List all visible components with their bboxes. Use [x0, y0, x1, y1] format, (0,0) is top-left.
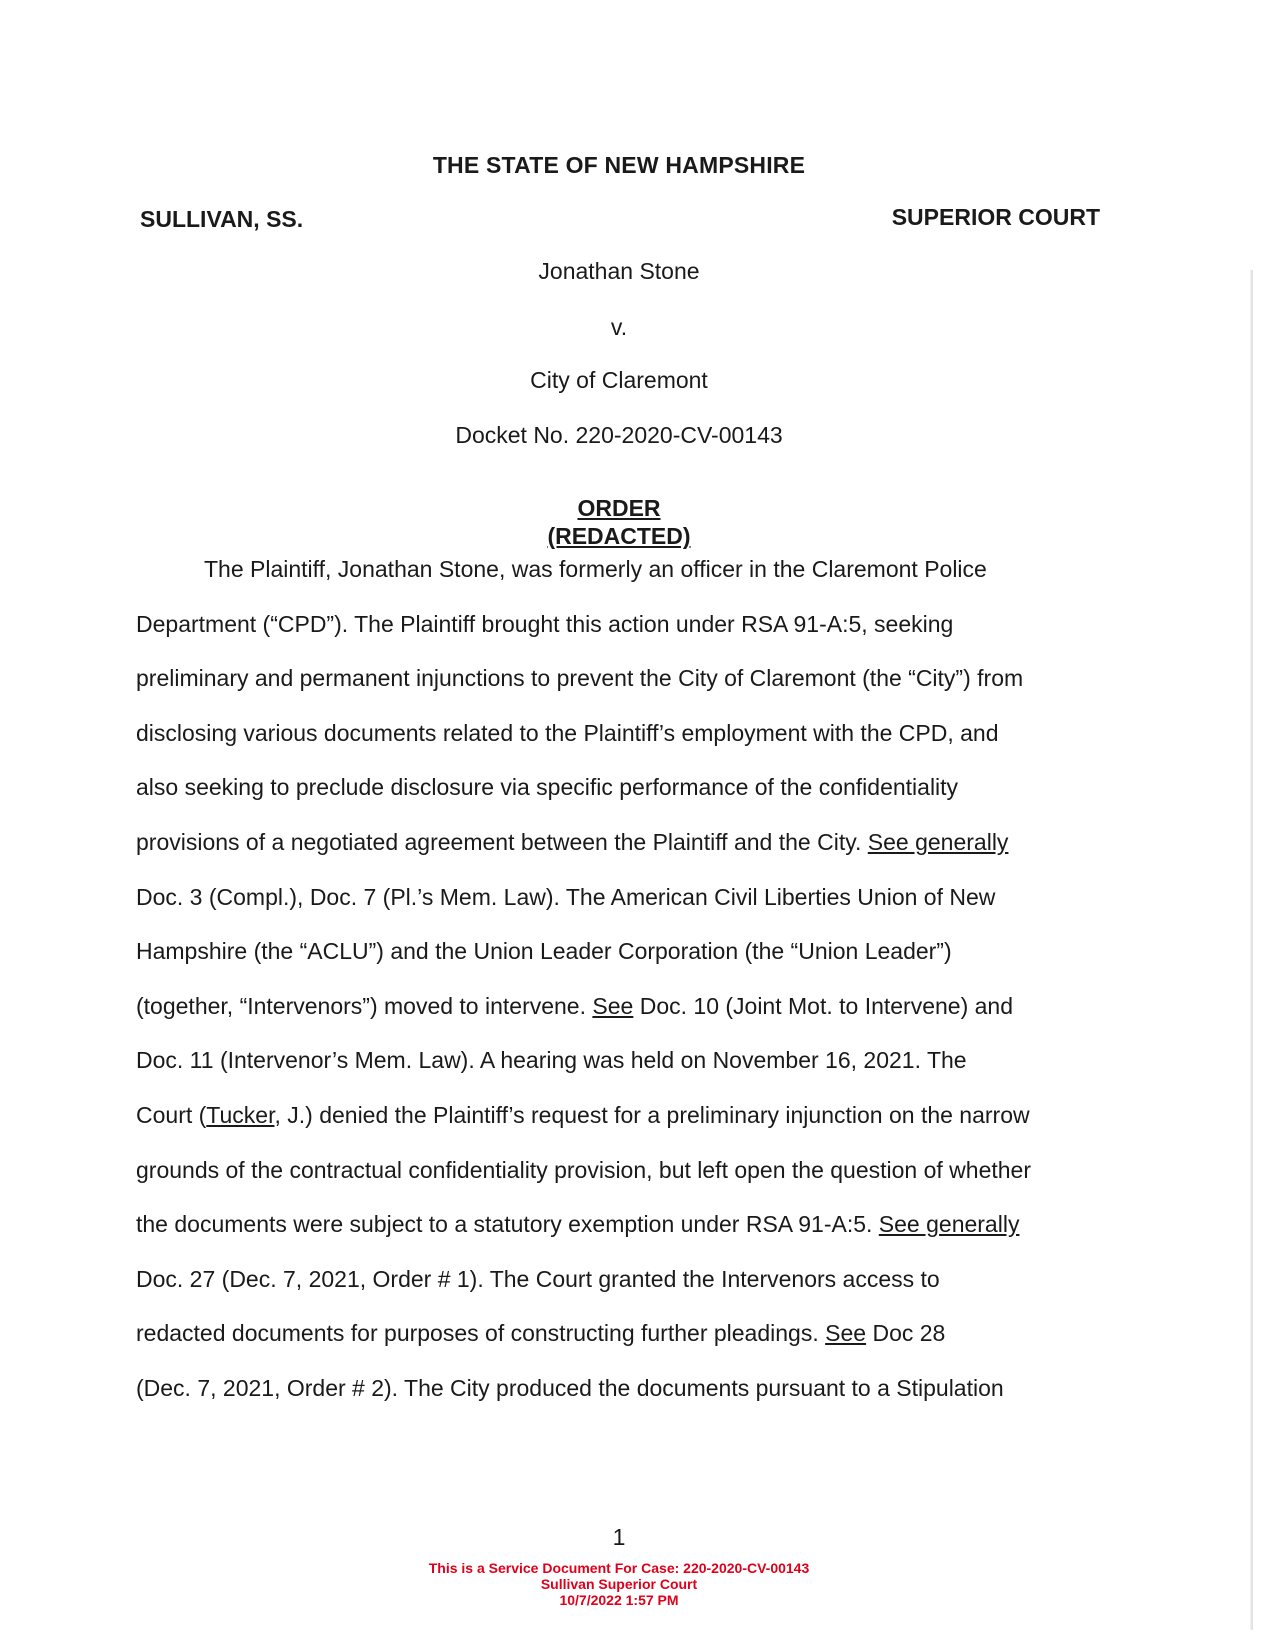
body-text-segment: preliminary and permanent injunctions to prevent the City of Claremont (the “City”) from [136, 665, 1024, 692]
page-edge-shadow [1250, 270, 1253, 1630]
body-line [136, 884, 995, 911]
stamp-line-timestamp: 10/7/2022 1:57 PM [559, 1592, 679, 1608]
body-text-segment: (Dec. 7, 2021, Order # 2). The City produced the documents pursuant to a Stipulation [136, 1375, 1004, 1401]
order-heading [0, 494, 1238, 550]
body-text-segment: redacted documents for purposes of constructing further pleadings. [136, 1320, 826, 1347]
body-line [136, 1047, 967, 1074]
body-text-segment: (together, “Intervenors”) moved to intervene. [136, 992, 593, 1019]
order-title: ORDER [577, 495, 661, 521]
citation-signal: See generally [878, 1211, 1020, 1238]
body-text-segment: Doc. 11 (Intervenor’s Mem. Law). A hearing was held on November 16, 2021. The [136, 1047, 967, 1074]
body-line [136, 720, 999, 747]
body-text-segment: Doc. 10 (Joint Mot. to Intervene) and [633, 992, 1014, 1019]
body-text-segment: The Plaintiff, Jonathan Stone, was formerly an officer in the Claremont Police [204, 556, 987, 582]
citation-signal: Tucker [206, 1102, 275, 1128]
body-text-segment: Doc 28 [866, 1320, 946, 1347]
versus: v. [610, 314, 628, 340]
body-line [136, 829, 1008, 856]
body-line [204, 556, 987, 583]
body-line [136, 1375, 1004, 1402]
body-text-segment: Court ( [136, 1102, 207, 1128]
page-number: 1 [612, 1524, 626, 1550]
order-subtitle: (REDACTED) [547, 523, 691, 549]
body-line [136, 1102, 1030, 1129]
body-text-segment: provisions of a negotiated agreement between the Plaintiff and the City. [136, 829, 868, 855]
body-text-segment: disclosing various documents related to the Plaintiff’s employment with the CPD, and [136, 719, 999, 746]
citation-signal: See [825, 1320, 867, 1347]
body-line [136, 774, 958, 801]
stamp-line-case: This is a Service Document For Case: 220-2020-CV-00143 [428, 1560, 810, 1576]
body-text-segment: Doc. 3 (Compl.), Doc. 7 (Pl.’s Mem. Law). The American Civil Liberties Union of New [136, 883, 996, 910]
body-line [136, 1320, 945, 1347]
body-text-segment: also seeking to preclude disclosure via specific performance of the confidentiality [136, 774, 959, 801]
stamp-line-court: Sullivan Superior Court [540, 1576, 698, 1592]
citation-signal: See generally [867, 829, 1009, 855]
body-line [136, 1157, 1031, 1184]
body-text-segment: the documents were subject to a statutory exemption under RSA 91-A:5. [136, 1211, 879, 1238]
body-line [136, 938, 952, 965]
service-stamp [0, 1560, 1238, 1608]
court-label: SUPERIOR COURT [891, 204, 1100, 230]
defendant-name: City of Claremont [530, 367, 708, 393]
county-label: SULLIVAN, SS. [140, 206, 304, 232]
body-line [136, 1211, 1019, 1238]
body-text-segment: Hampshire (the “ACLU”) and the Union Leader Corporation (the “Union Leader”) [136, 938, 952, 965]
state-title: THE STATE OF NEW HAMPSHIRE [432, 152, 806, 178]
plaintiff-name: Jonathan Stone [538, 258, 700, 284]
docket-number: Docket No. 220-2020-CV-00143 [455, 422, 783, 448]
body-text-segment: Department (“CPD”). The Plaintiff brought this action under RSA 91-A:5, seeking [136, 610, 954, 637]
body-text-segment: , J.) denied the Plaintiff’s request for a preliminary injunction on the narrow [274, 1102, 1030, 1128]
body-text-segment: grounds of the contractual confidentiality provision, but left open the question of whether [136, 1156, 1032, 1183]
body-line [136, 1266, 940, 1293]
body-line [136, 665, 1023, 692]
citation-signal: See [592, 992, 634, 1019]
body-line [136, 993, 1013, 1020]
body-line [136, 611, 953, 638]
body-text-segment: Doc. 27 (Dec. 7, 2021, Order # 1). The Court granted the Intervenors access to [136, 1265, 940, 1292]
